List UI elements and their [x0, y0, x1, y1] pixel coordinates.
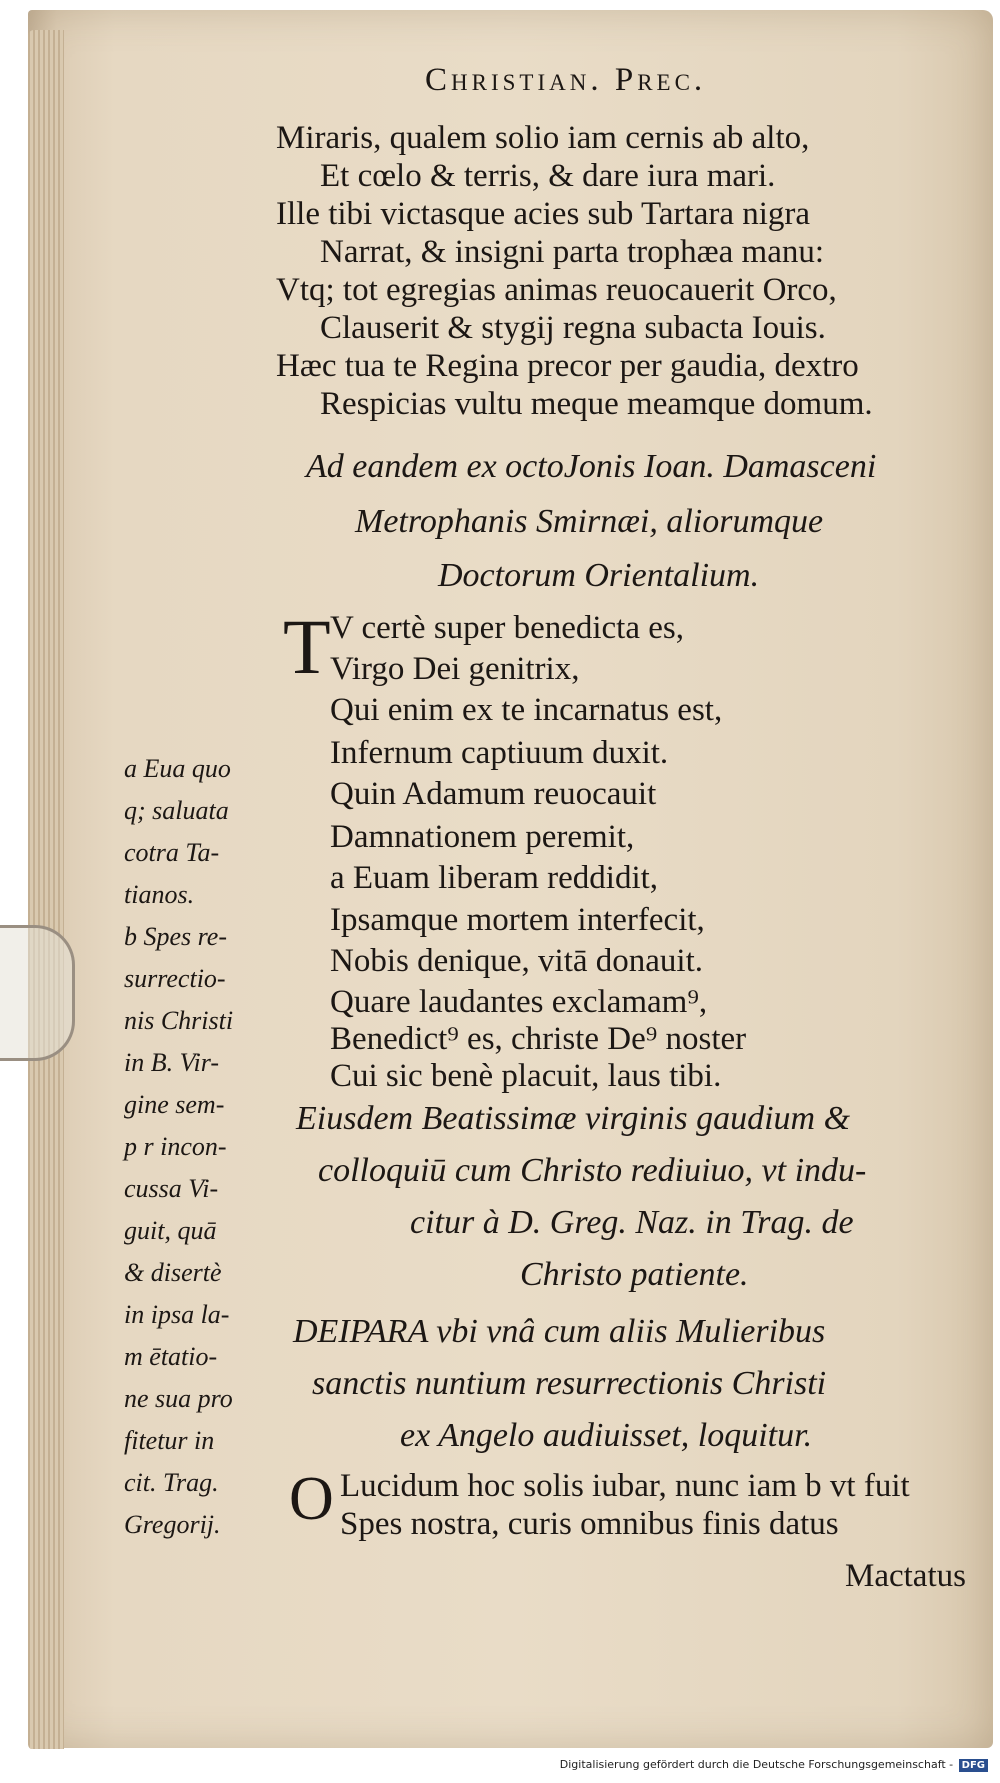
poem-line: Respicias vultu meque meamque domum.	[320, 386, 873, 422]
hymn-line: Benedict⁹ es, christe De⁹ noster	[330, 1021, 747, 1057]
marginal-note: b Spes re-	[124, 922, 228, 951]
running-header: Christian. Prec.	[425, 62, 707, 98]
section-heading: Eiusdem Beatissimæ virginis gaudium &	[296, 1100, 851, 1137]
section-heading: sanctis nuntium resurrectionis Christi	[312, 1365, 827, 1402]
hymn-line: V certè super benedicta es,	[330, 610, 684, 646]
section-heading: colloquiū cum Christo rediuiuo, vt indu-	[318, 1152, 867, 1189]
hymn-line: Nobis denique, vitā donauit.	[330, 943, 704, 979]
page-clip	[0, 925, 75, 1061]
hymn-line: Quin Adamum reuocauit	[330, 776, 657, 812]
marginal-note: tianos.	[124, 880, 195, 909]
marginal-note: in B. Vir-	[124, 1048, 220, 1077]
marginal-note: in ipsa la-	[124, 1300, 230, 1329]
hymn-line: Cui sic benè placuit, laus tibi.	[330, 1058, 722, 1094]
marginal-note: ne sua pro	[124, 1384, 233, 1413]
dfg-logo: DFG	[959, 1759, 988, 1772]
drop-cap: T	[283, 603, 331, 690]
poem-line: Spes nostra, curis omnibus finis datus	[340, 1506, 839, 1542]
marginal-note: nis Christi	[124, 1006, 234, 1035]
hymn-line: Damnationem peremit,	[330, 819, 635, 855]
poem-line: Lucidum hoc solis iubar, nunc iam b vt fuit	[340, 1468, 910, 1504]
funding-credit-text: Digitalisierung gefördert durch die Deutsche Forschungsgemeinschaft -	[559, 1758, 954, 1771]
poem-line: Clauserit & stygij regna subacta Iouis.	[320, 310, 826, 346]
hymn-line: Ipsamque mortem interfecit,	[330, 902, 705, 938]
marginal-note: gine sem-	[124, 1090, 225, 1119]
funding-credit	[560, 1758, 988, 1772]
catchword: Mactatus	[845, 1558, 966, 1594]
hymn-line: Quare laudantes exclamam⁹,	[330, 984, 708, 1020]
hymn-line: a Euam liberam reddidit,	[330, 860, 659, 896]
hymn-line: Virgo Dei genitrix,	[330, 651, 580, 687]
marginal-note: q; saluata	[124, 796, 229, 825]
marginal-note: a Eua quo	[124, 754, 231, 783]
hymn-line: Infernum captiuum duxit.	[330, 735, 669, 771]
section-heading: Christo patiente.	[520, 1256, 749, 1293]
section-heading: Doctorum Orientalium.	[438, 557, 760, 594]
marginal-note: cotra Ta-	[124, 838, 220, 867]
hymn-line: Qui enim ex te incarnatus est,	[330, 692, 723, 728]
section-heading: citur à D. Greg. Naz. in Trag. de	[410, 1204, 854, 1241]
poem-line: Et cœlo & terris, & dare iura mari.	[320, 158, 776, 194]
section-heading: DEIPARA vbi vnâ cum aliis Mulieribus	[293, 1313, 826, 1350]
marginal-note: m ētatio-	[124, 1342, 218, 1371]
poem-line: Vtq; tot egregias animas reuocauerit Orco,	[276, 272, 837, 308]
drop-cap: O	[289, 1465, 334, 1533]
page-edges	[28, 30, 64, 1750]
marginal-note: surrectio-	[124, 964, 226, 993]
section-heading: Ad eandem ex octoJonis Ioan. Damasceni	[306, 448, 877, 485]
marginal-note: p r incon-	[124, 1132, 227, 1161]
section-heading: Metrophanis Smirnæi, aliorumque	[355, 503, 824, 540]
section-heading: ex Angelo audiuisset, loquitur.	[400, 1417, 813, 1454]
marginal-note: guit, quā	[124, 1216, 217, 1245]
marginal-note: cussa Vi-	[124, 1174, 219, 1203]
poem-line: Hæc tua te Regina precor per gaudia, dextro	[276, 348, 859, 384]
marginal-note: Gregorij.	[124, 1510, 221, 1539]
poem-line: Ille tibi victasque acies sub Tartara nigra	[276, 196, 811, 232]
poem-line: Narrat, & insigni parta trophæa manu:	[320, 234, 825, 270]
marginal-note: fitetur in	[124, 1426, 215, 1455]
poem-line: Miraris, qualem solio iam cernis ab alto,	[276, 120, 810, 156]
marginal-note: & disertè	[124, 1258, 222, 1287]
marginal-note: cit. Trag.	[124, 1468, 219, 1497]
